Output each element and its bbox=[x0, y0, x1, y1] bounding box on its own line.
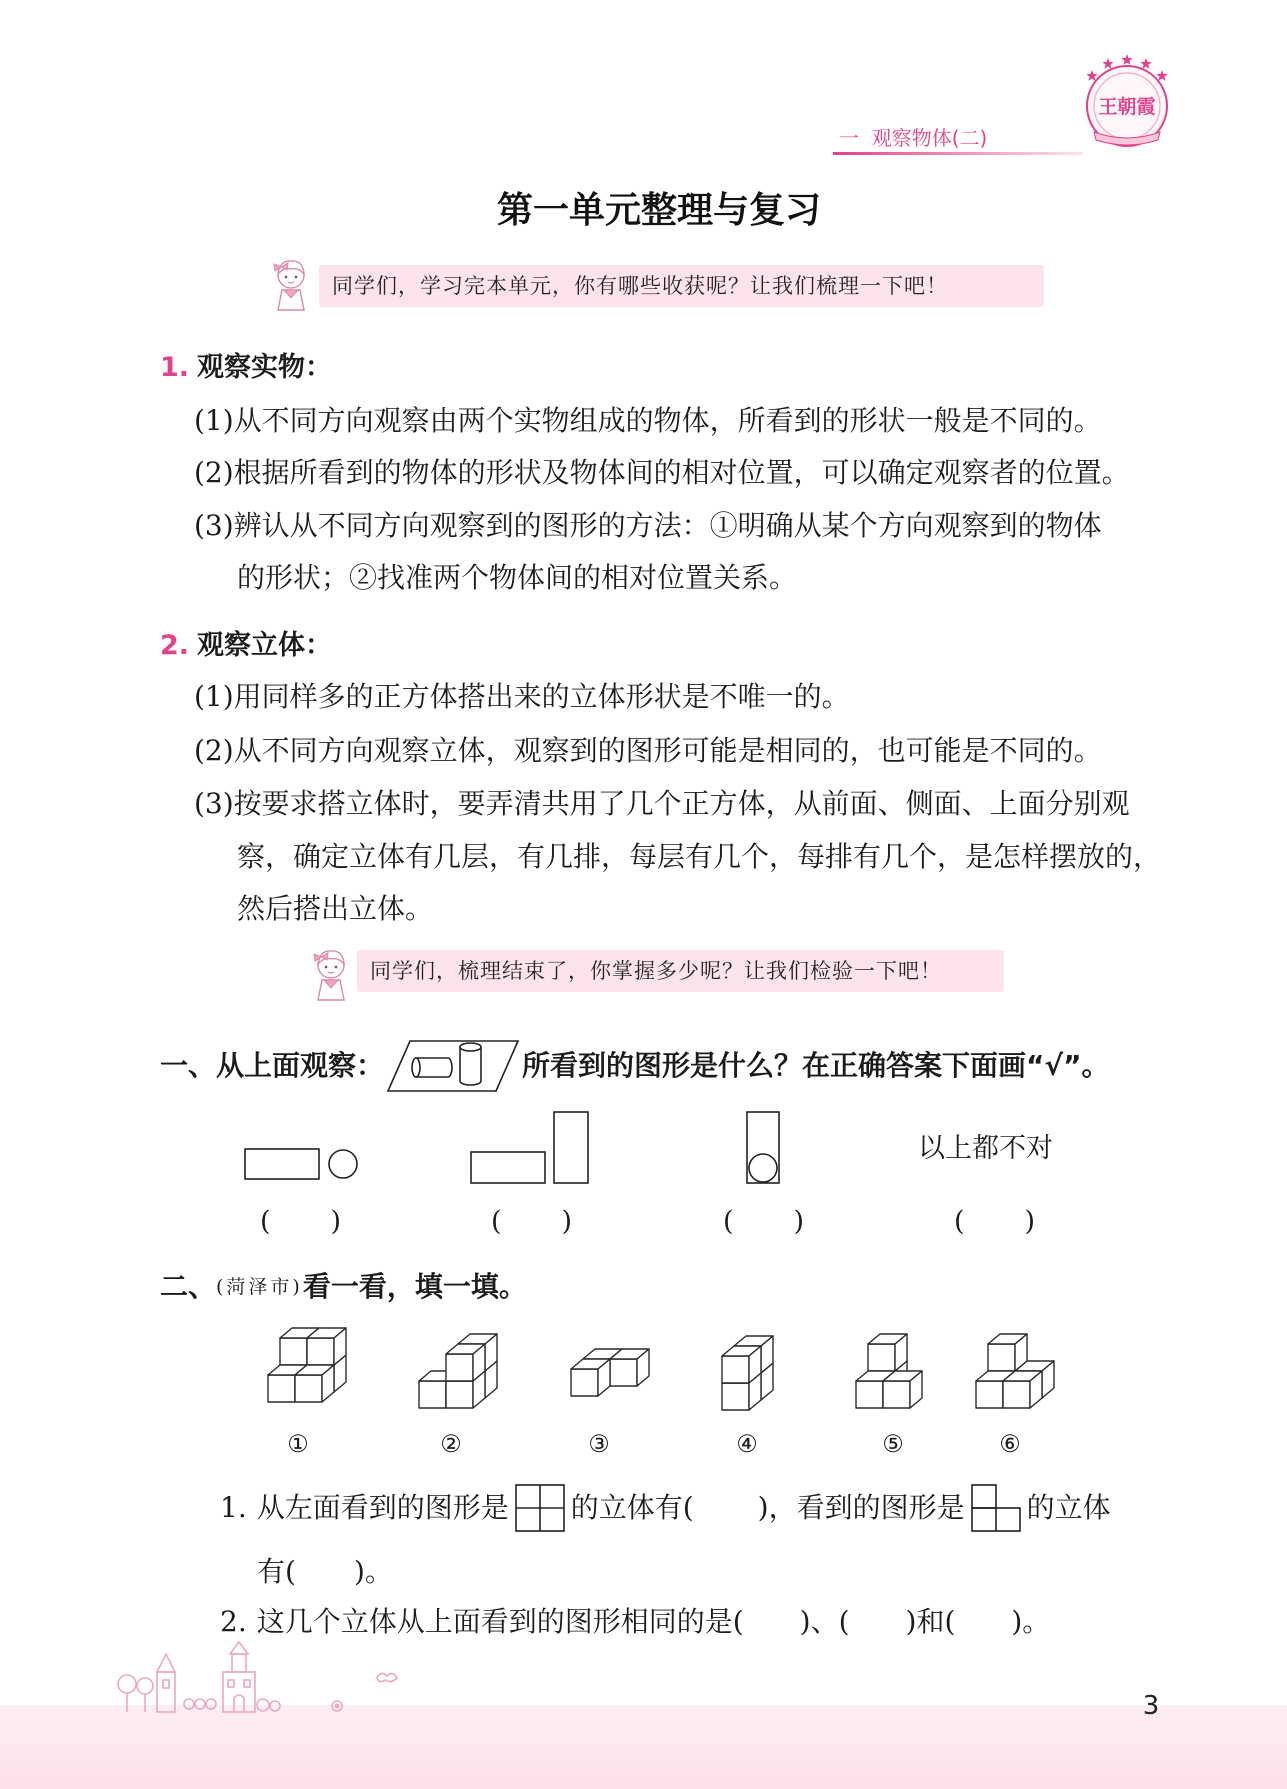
section-title: 观察实物： bbox=[197, 352, 333, 383]
cube bbox=[295, 1365, 334, 1402]
item-text: 按要求搭立体时，要弄清共用了几个正方体，从前面、侧面、上面分别观 bbox=[233, 787, 1130, 820]
question-number: 2. bbox=[220, 1605, 247, 1638]
review-item bbox=[194, 456, 1130, 490]
section-number: 1. bbox=[160, 352, 190, 383]
question-text: 从左面看到的图形是 bbox=[256, 1491, 509, 1524]
option-a-figure bbox=[245, 1149, 357, 1179]
answer-option-b[interactable] bbox=[491, 1205, 572, 1239]
question-text: )和( bbox=[905, 1605, 956, 1638]
review-item bbox=[194, 404, 1102, 438]
chapter-rule bbox=[833, 152, 1083, 155]
review-item bbox=[194, 787, 1130, 821]
check-intro-banner: 同学们，梳理结束了，你掌握多少呢？让我们检验一下吧！ bbox=[357, 950, 1004, 992]
cylinders-on-board-figure bbox=[386, 1039, 520, 1093]
question-text: )。 bbox=[1011, 1605, 1051, 1638]
paren-close: ) bbox=[561, 1206, 573, 1237]
cube-figure-5 bbox=[856, 1334, 922, 1408]
answer-blank[interactable] bbox=[271, 1207, 331, 1237]
question-text: )，看到的图形是 bbox=[757, 1491, 965, 1524]
exercise-prompt-end: 所看到的图形是什么？在正确答案下面画“√”。 bbox=[522, 1049, 1110, 1082]
review-item-continuation: 的形状；②找准两个物体间的相对位置关系。 bbox=[237, 561, 798, 594]
answer-blank[interactable] bbox=[744, 1607, 800, 1637]
item-text: 根据所看到的物体的形状及物体间的相对位置，可以确定观察者的位置。 bbox=[233, 456, 1130, 489]
paren-open: ( bbox=[491, 1206, 502, 1237]
item-text: 辨认从不同方向观察到的图形的方法：①明确从某个方向观察到的物体 bbox=[233, 509, 1102, 542]
question-text: 有( bbox=[257, 1555, 296, 1588]
cube-figure-3 bbox=[571, 1349, 649, 1396]
cube-figure-2 bbox=[419, 1334, 497, 1408]
paren-close: ) bbox=[793, 1206, 805, 1237]
review-item-continuation: 察，确定立体有几层，有几排，每层有几个，每排有几个，是怎样摆放的， bbox=[237, 840, 1162, 873]
section-heading-objects bbox=[160, 351, 332, 385]
exercise-1-prompt bbox=[160, 1038, 1110, 1094]
exercise-1-options bbox=[0, 1100, 1287, 1200]
cube bbox=[883, 1371, 922, 1408]
answer-option-a[interactable] bbox=[260, 1205, 341, 1239]
cube-figures bbox=[0, 1320, 1287, 1420]
section-heading-solids bbox=[160, 629, 332, 663]
cube bbox=[307, 1328, 346, 1365]
answer-blank[interactable] bbox=[955, 1607, 1011, 1637]
exercise-number: 二、 bbox=[160, 1270, 217, 1303]
l-shape-grid-icon bbox=[970, 1483, 1022, 1533]
paren-open: ( bbox=[723, 1206, 734, 1237]
exercise-prompt-start: 从上面观察： bbox=[216, 1049, 385, 1082]
question-number: 1. bbox=[220, 1491, 247, 1524]
question-text: 的立体 bbox=[1026, 1491, 1111, 1524]
review-item bbox=[194, 680, 850, 714]
answer-blank[interactable] bbox=[734, 1207, 794, 1237]
section-title: 观察立体： bbox=[197, 630, 333, 661]
cube bbox=[988, 1334, 1027, 1371]
question-text: )、( bbox=[799, 1605, 850, 1638]
item-label: (3) bbox=[194, 787, 234, 820]
paren-close: ) bbox=[1024, 1206, 1036, 1237]
paren-open: ( bbox=[260, 1206, 271, 1237]
review-item bbox=[194, 509, 1102, 543]
question-text: 的立体有( bbox=[570, 1491, 694, 1524]
option-b-figure bbox=[471, 1112, 588, 1183]
question-text: )。 bbox=[353, 1555, 393, 1588]
figure-label-6: ⑥ bbox=[999, 1430, 1021, 1458]
item-text: 用同样多的正方体搭出来的立体形状是不唯一的。 bbox=[233, 680, 850, 713]
page-title: 第一单元整理与复习 bbox=[496, 190, 821, 231]
answer-option-c[interactable] bbox=[723, 1205, 804, 1239]
answer-blank[interactable] bbox=[502, 1207, 562, 1237]
exercise-number: 一、 bbox=[160, 1049, 217, 1082]
cube bbox=[571, 1359, 610, 1396]
exercise-prompt: 看一看，填一填。 bbox=[302, 1270, 527, 1303]
cube-figure-6 bbox=[976, 1334, 1054, 1408]
cartoon-girl-icon bbox=[266, 254, 316, 314]
cube-figure-1 bbox=[268, 1328, 346, 1402]
logo-text: 王朝霞 bbox=[1098, 96, 1156, 118]
exercise-2-question-2 bbox=[220, 1605, 1050, 1639]
grid-2x2-icon bbox=[514, 1483, 566, 1533]
cube bbox=[722, 1346, 761, 1383]
item-text: 从不同方向观察立体，观察到的图形可能是相同的，也可能是不同的。 bbox=[233, 734, 1102, 767]
answer-blank[interactable] bbox=[850, 1607, 906, 1637]
option-c-figure bbox=[747, 1112, 779, 1183]
section-number: 2. bbox=[160, 630, 190, 661]
answer-blank[interactable] bbox=[296, 1557, 354, 1587]
option-d-text: 以上都不对 bbox=[918, 1133, 1053, 1164]
figure-label-2: ② bbox=[440, 1430, 462, 1458]
exercise-2-question-1 bbox=[220, 1482, 1111, 1534]
paren-close: ) bbox=[330, 1206, 342, 1237]
answer-blank[interactable] bbox=[965, 1207, 1025, 1237]
exercise-source: (菏泽市) bbox=[216, 1276, 303, 1298]
review-item bbox=[194, 734, 1102, 768]
cube bbox=[868, 1334, 907, 1371]
item-label: (2) bbox=[194, 456, 234, 489]
answer-blank[interactable] bbox=[694, 1493, 758, 1523]
figure-label-1: ① bbox=[287, 1430, 309, 1458]
figure-label-3: ③ bbox=[588, 1430, 610, 1458]
figure-label-4: ④ bbox=[736, 1430, 758, 1458]
review-intro-banner: 同学们，学习完本单元，你有哪些收获呢？让我们梳理一下吧！ bbox=[319, 265, 1044, 307]
item-label: (1) bbox=[194, 680, 234, 713]
review-item-continuation: 然后搭出立体。 bbox=[237, 892, 434, 925]
chapter-label: 一 观察物体(二) bbox=[839, 126, 988, 150]
item-label: (3) bbox=[194, 509, 234, 542]
exercise-2-question-1-continued bbox=[257, 1555, 393, 1589]
figure-label-5: ⑤ bbox=[882, 1430, 904, 1458]
publisher-logo bbox=[1072, 52, 1182, 152]
cube-figure-4 bbox=[722, 1336, 773, 1410]
cube bbox=[446, 1344, 485, 1381]
footer-band bbox=[0, 1705, 1287, 1789]
decorative-town-illustration bbox=[115, 1640, 415, 1715]
question-text: 这几个立体从上面看到的图形相同的是( bbox=[256, 1605, 744, 1638]
paren-open: ( bbox=[954, 1206, 965, 1237]
cube bbox=[610, 1349, 649, 1386]
page-number: 3 bbox=[1142, 1691, 1160, 1721]
cartoon-girl-icon bbox=[306, 944, 356, 1004]
exercise-2-prompt bbox=[160, 1270, 527, 1304]
cube bbox=[1003, 1371, 1042, 1408]
answer-option-d[interactable] bbox=[954, 1205, 1035, 1239]
item-label: (2) bbox=[194, 734, 234, 767]
item-label: (1) bbox=[194, 404, 234, 437]
item-text: 从不同方向观察由两个实物组成的物体，所看到的形状一般是不同的。 bbox=[233, 404, 1102, 437]
